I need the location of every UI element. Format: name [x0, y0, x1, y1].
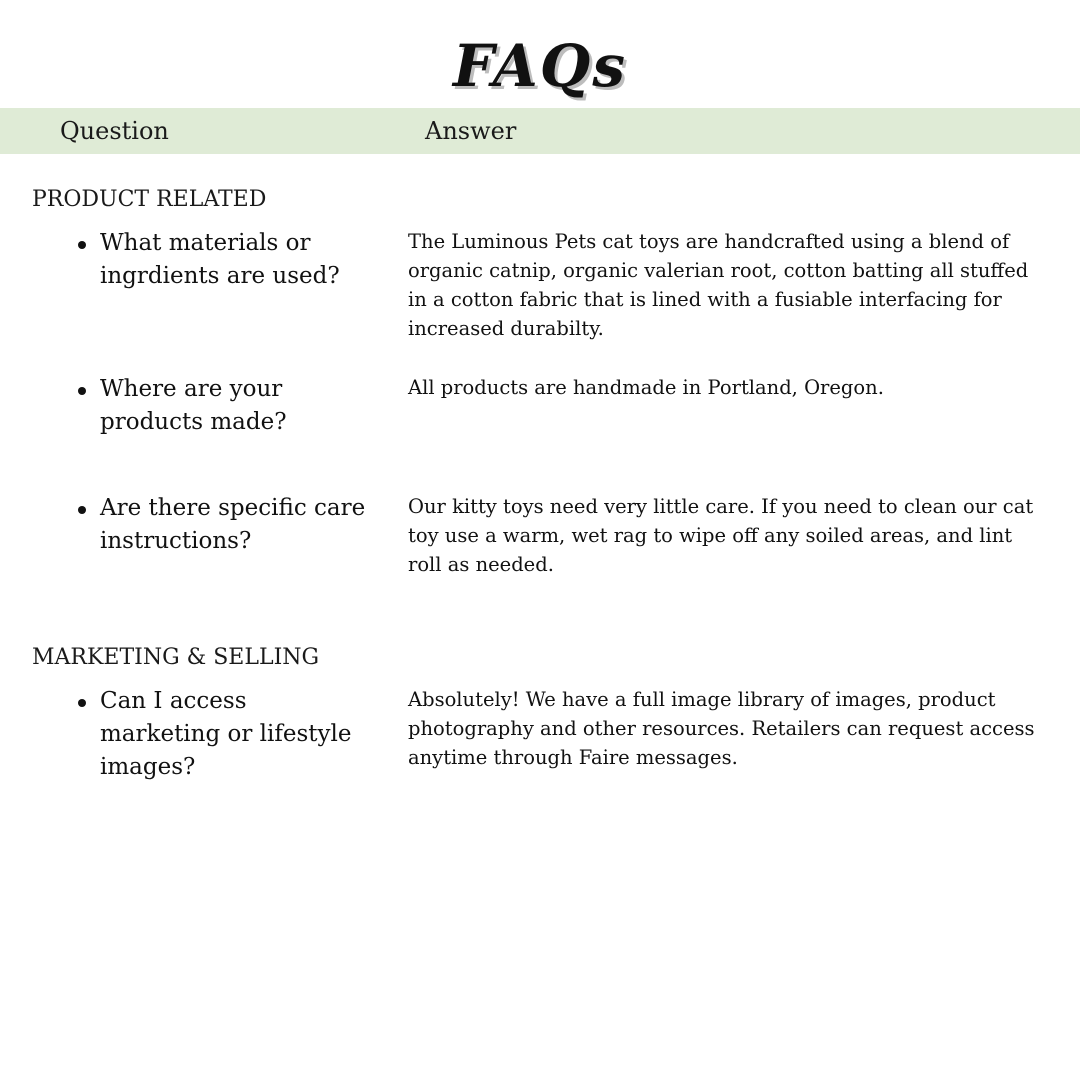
faq-answer: Our kitty toys need very little care. If you need to clean our cat toy use a warm, wet rag to wipe off any soiled areas, and lint roll as needed.	[408, 495, 1034, 576]
faq-question: What materials or ingrdients are used?	[100, 227, 370, 293]
section-title-marketing-selling: MARKETING & SELLING	[32, 645, 320, 670]
faq-question: Where are your products made?	[100, 373, 370, 439]
faq-answer: Absolutely! We have a full image library of images, product photography and other resources. Retailers can request access anytime through Faire messages.	[408, 688, 1035, 769]
table-header	[0, 108, 1080, 154]
faq-question: Can I access marketing or lifestyle images?	[100, 685, 370, 784]
section-title-product-related: PRODUCT RELATED	[32, 187, 267, 212]
faq-answer: All products are handmade in Portland, Oregon.	[408, 376, 884, 399]
answer-column-header: Answer	[425, 117, 517, 145]
page-title: FAQs	[453, 32, 627, 100]
question-column-header: Question	[60, 117, 169, 145]
faq-answer: The Luminous Pets cat toys are handcrafted using a blend of organic catnip, organic valerian root, cotton batting all stuffed in a cotton fabric that is lined with a fusiable interfacing for increased durabilty.	[408, 230, 1029, 340]
faq-question: Are there specific care instructions?	[100, 492, 370, 558]
